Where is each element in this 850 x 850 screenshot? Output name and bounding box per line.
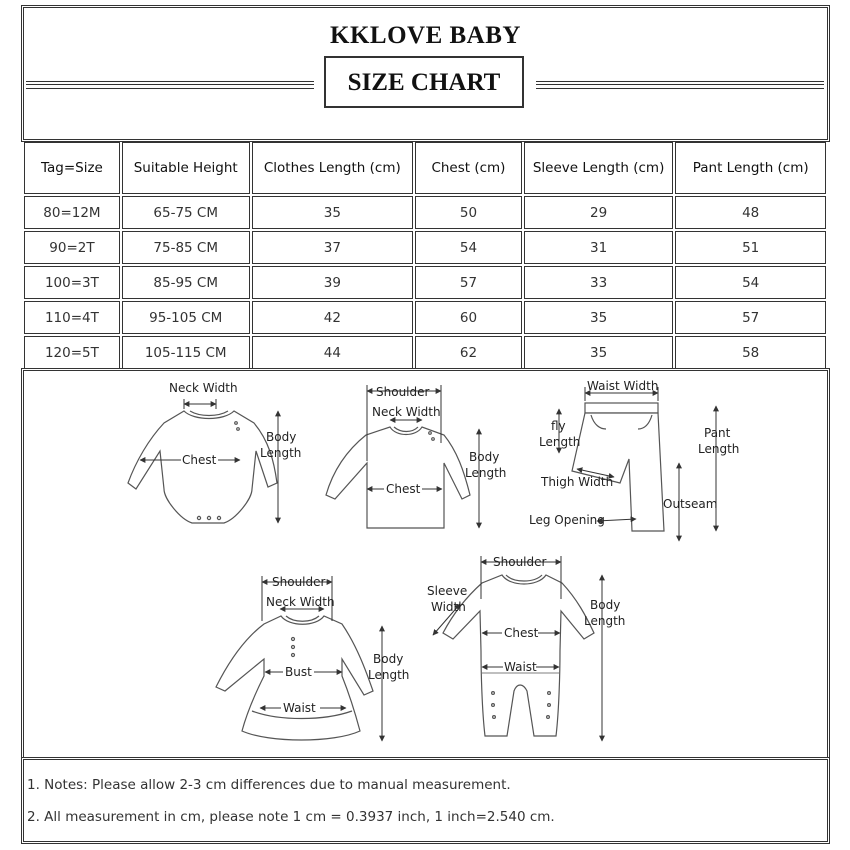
- label-waist: Waist: [504, 660, 537, 674]
- decorative-rule-left: [26, 81, 314, 89]
- table-cell: 35: [252, 196, 414, 229]
- label-pant-length: Length: [698, 442, 740, 456]
- table-cell: 51: [675, 231, 826, 264]
- note-text: 1. Notes: Please allow 2-3 cm differences due to manual measurement.: [27, 777, 511, 793]
- label-chest: Chest: [386, 482, 421, 496]
- table-cell: 50: [415, 196, 522, 229]
- label-shoulder: Shoulder: [272, 575, 326, 589]
- label-outseam: Outseam: [663, 497, 718, 511]
- label-leg-opening: Leg Opening: [529, 513, 605, 527]
- label-neck-width: Neck Width: [169, 381, 238, 395]
- table-cell: 35: [524, 301, 674, 334]
- table-cell: 54: [415, 231, 522, 264]
- label-sleeve: Sleeve: [427, 584, 468, 598]
- table-cell: 60: [415, 301, 522, 334]
- table-cell: 37: [252, 231, 414, 264]
- label-bust: Bust: [285, 665, 312, 679]
- title-box: [324, 56, 524, 108]
- table-cell: 90=2T: [24, 231, 120, 264]
- table-cell: 75-85 CM: [122, 231, 250, 264]
- label-shoulder: Shoulder: [376, 385, 430, 399]
- label-length: Length: [584, 614, 626, 628]
- column-header: Chest (cm): [415, 142, 522, 194]
- brand-name: KKLOVE BABY: [330, 22, 521, 49]
- label-shoulder: Shoulder: [493, 555, 547, 569]
- table-header-row: [24, 142, 826, 194]
- size-table: [22, 140, 828, 371]
- table-cell: 100=3T: [24, 266, 120, 299]
- label-neck-width: Neck Width: [266, 595, 335, 609]
- label-waist: Waist: [283, 701, 316, 715]
- header-panel: [23, 7, 828, 140]
- label-waist-width: Waist Width: [587, 379, 659, 393]
- label-pant: Pant: [704, 426, 731, 440]
- table-cell: 85-95 CM: [122, 266, 250, 299]
- table-cell: 62: [415, 336, 522, 369]
- table-row: [24, 196, 826, 229]
- table-cell: 57: [675, 301, 826, 334]
- label-thigh-width: Thigh Width: [541, 475, 614, 489]
- table-cell: 48: [675, 196, 826, 229]
- table-row: [24, 266, 826, 299]
- table-cell: 39: [252, 266, 414, 299]
- table-cell: 44: [252, 336, 414, 369]
- label-fly: fly: [551, 419, 566, 433]
- measurement-diagrams: [24, 371, 827, 757]
- table-row: [24, 336, 826, 369]
- label-fly-length: Length: [539, 435, 581, 449]
- notes-panel: [23, 759, 828, 842]
- table-cell: 120=5T: [24, 336, 120, 369]
- label-chest: Chest: [182, 453, 217, 467]
- label-body: Body: [590, 598, 621, 612]
- label-width: Width: [431, 600, 466, 614]
- table-cell: 29: [524, 196, 674, 229]
- label-length: Length: [260, 446, 302, 460]
- label-body: Body: [266, 430, 297, 444]
- table-cell: 33: [524, 266, 674, 299]
- table-cell: 95-105 CM: [122, 301, 250, 334]
- table-row: [24, 301, 826, 334]
- chart-title: SIZE CHART: [347, 69, 501, 96]
- measurement-diagram-panel: [23, 370, 828, 758]
- table-cell: 110=4T: [24, 301, 120, 334]
- table-cell: 57: [415, 266, 522, 299]
- column-header: Pant Length (cm): [675, 142, 826, 194]
- table-cell: 105-115 CM: [122, 336, 250, 369]
- column-header: Clothes Length (cm): [252, 142, 414, 194]
- table-row: [24, 231, 826, 264]
- column-header: Suitable Height: [122, 142, 250, 194]
- label-body: Body: [373, 652, 404, 666]
- table-cell: 65-75 CM: [122, 196, 250, 229]
- shirt-diagram: [326, 427, 470, 528]
- table-cell: 35: [524, 336, 674, 369]
- label-chest: Chest: [504, 626, 539, 640]
- bodysuit-diagram: [128, 411, 277, 523]
- column-header: Sleeve Length (cm): [524, 142, 674, 194]
- note-text: 2. All measurement in cm, please note 1 cm = 0.3937 inch, 1 inch=2.540 cm.: [27, 809, 555, 825]
- table-cell: 58: [675, 336, 826, 369]
- decorative-rule-right: [536, 81, 824, 89]
- table-cell: 80=12M: [24, 196, 120, 229]
- column-header: Tag=Size: [24, 142, 120, 194]
- label-length: Length: [368, 668, 410, 682]
- pants-diagram: [572, 403, 664, 531]
- label-length: Length: [465, 466, 507, 480]
- table-cell: 31: [524, 231, 674, 264]
- table-cell: 54: [675, 266, 826, 299]
- label-neck-width: Neck Width: [372, 405, 441, 419]
- table-cell: 42: [252, 301, 414, 334]
- label-body: Body: [469, 450, 500, 464]
